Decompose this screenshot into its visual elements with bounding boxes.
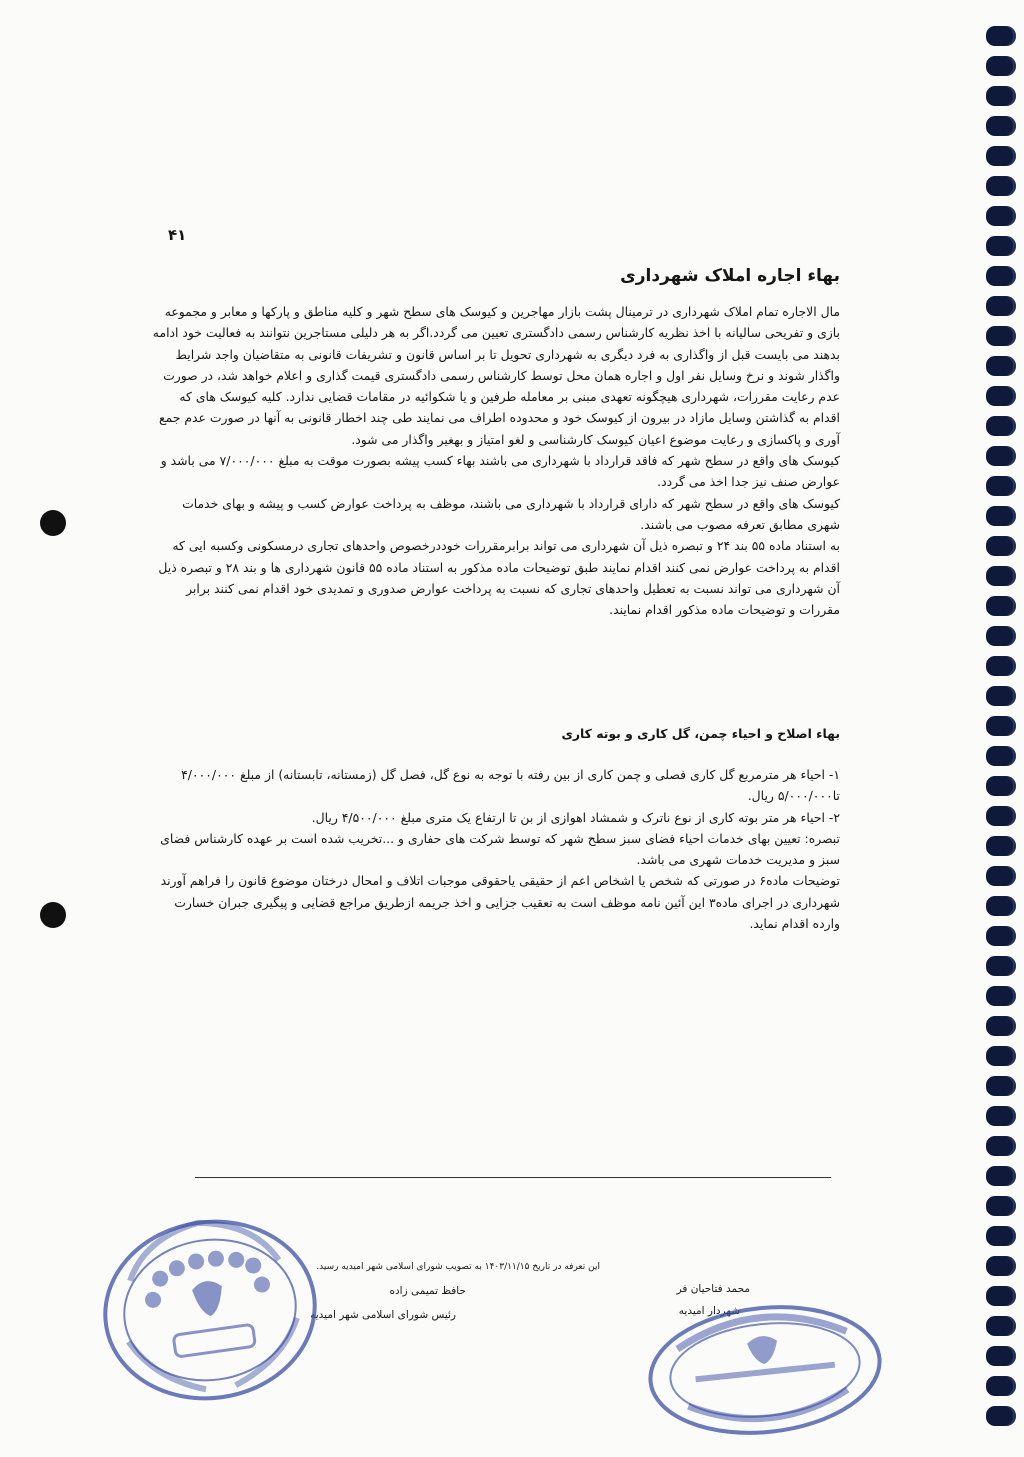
binding-ring — [986, 116, 1016, 136]
binding-ring — [986, 1256, 1016, 1276]
list-item: تبصره: تعیین بهای خدمات احیاء فضای سبز سطح شهر که توسط شرکت های حفاری و ...تخریب شده است بر عهده کارشناس فضای سبز و مدیریت خدمات شهری می باشد. — [160, 830, 840, 868]
council-seal — [82, 1195, 338, 1425]
binding-ring — [986, 416, 1016, 436]
paragraph: کیوسک های واقع در سطح شهر که دارای قرارداد با شهرداری می باشند، موظف به پرداخت عوارض کسب و پیشه و بهای خدمات شهری مطابق تعرفه مصوب می باشند. — [182, 495, 840, 532]
binding-ring — [986, 956, 1016, 976]
binding-ring — [986, 176, 1016, 196]
binding-ring — [986, 326, 1016, 346]
council-chair-title: رئیس شورای اسلامی شهر امیدیه — [310, 1309, 456, 1321]
spiral-binding — [982, 26, 1016, 1436]
paragraph: کیوسک های واقع در سطح شهر که فاقد قرارداد با شهرداری می باشند بهاء کسب پیشه بصورت موقت به مبلغ ۷/۰۰۰/۰۰۰ می باشد و عوارض صنف نیز جدا اخذ می گردد. — [160, 453, 840, 490]
punch-hole-top — [40, 510, 66, 536]
binding-ring — [986, 866, 1016, 886]
binding-ring — [986, 206, 1016, 226]
section-title: بهاء اجاره املاک شهرداری — [620, 266, 840, 286]
binding-ring — [986, 1166, 1016, 1186]
binding-ring — [986, 1046, 1016, 1066]
binding-ring — [986, 1226, 1016, 1246]
binding-ring — [986, 776, 1016, 796]
binding-ring — [986, 1376, 1016, 1396]
list-item: ۲- احیاء هر متر بوته کاری از نوع ناترک و شمشاد اهوازی از بن تا ارتفاع یک متری مبلغ ۴/۵۰۰/۰۰۰ ریال. — [311, 809, 840, 825]
binding-ring — [986, 806, 1016, 826]
list-item: توضیحات ماده۶ در صورتی که شخص یا اشخاص اعم از حقیقی یاحقوقی موجبات اتلاف و امحال درختان موضوع قانون را فراهم آورند شهرداری در اجرای ماده۳ این آئین نامه موظف است به تعقیب جزایی و اخذ جریمه ازطریق مراجع قضایی و پیگیری جبران خسارت وارده اقدام نماید. — [160, 873, 840, 932]
binding-ring — [986, 1136, 1016, 1156]
binding-ring — [986, 296, 1016, 316]
mayor-name: محمد فتاحیان فر — [676, 1283, 750, 1295]
binding-ring — [986, 506, 1016, 526]
binding-ring — [986, 626, 1016, 646]
binding-ring — [986, 1346, 1016, 1366]
mayor-title: شهردار امیدیه — [678, 1305, 740, 1317]
paragraph: مال الاجاره تمام املاک شهرداری در ترمینال پشت بازار مهاجرین و کیوسک های سطح شهر و کلیه مناطق و پارکها و معابر و مجموعه بازی و تفریحی سالیانه با اخذ نظریه کارشناس رسمی دادگستری تعیین می گردد.اگر به هر دلیلی مستاجرین نتوانند به فعالیت خود ادامه بدهند می بایست قبل از واگذاری به فرد دیگری به شهرداری تحویل تا بر اساس قانون و تشریفات قانونی به متقاضیان واجد شرایط واگذار شوند و نرخ وسایل نفر اول و اجاره همان محل توسط کارشناس رسمی دادگستری قیمت گذاری و اعلام خواهد شد، در صورت عدم رعایت مقررات، شهرداری هیچگونه تعهدی مبنی بر معامله طرفین و یا شکوائیه در مقامات قضایی ندارد. کلیه کیوسک های که اقدام به گذاشتن وسایل مازاد در بیرون از کیوسک خود و محدوده اطراف می نمایند طی چند اخطار قانونی به آنها در صورت عدم جمع آوری و پاکسازی و رعایت موضوع اعیان کیوسک کارشناسی و لغو امتیاز و بهغیر واگذار می شود. — [152, 304, 840, 447]
ratification-note: این تعرفه در تاریخ ۱۴۰۳/۱۱/۱۵ به تصویب شورای اسلامی شهر امیدیه رسید. — [316, 1262, 600, 1272]
punch-hole-bottom — [40, 902, 66, 928]
binding-ring — [986, 1106, 1016, 1126]
binding-ring — [986, 56, 1016, 76]
page-number: ۴۱ — [168, 226, 187, 244]
rent-regulations-body — [150, 301, 840, 620]
municipality-seal-graphic — [633, 1287, 896, 1452]
council-chair-name: حافظ تمیمی زاده — [389, 1285, 466, 1297]
binding-ring — [986, 596, 1016, 616]
paragraph: به استناد ماده ۵۵ بند ۲۴ و تبصره ذیل آن شهرداری می تواند برابرمقررات خوددرخصوص واحدهای تجاری درمسکونی وکسبه ایی که اقدام به پرداخت عوارض نمی کنند اقدام نمایند طبق توضیحات ماده مذکور به استناد ماده ۵۵ قانون شهرداری ها و بند ۲۸ و تبصره ذیل آن شهرداری می تواند نسبت به تعطیل واحدهای تجاری که نسبت به پرداخت عوارض صدوری و تمدیدی خود اقدام نمی کنند برابر مقررات و توضیحات ماده مذکور اقدام نمایند. — [158, 538, 840, 618]
binding-ring — [986, 836, 1016, 856]
binding-ring — [986, 1076, 1016, 1096]
binding-ring — [986, 146, 1016, 166]
binding-ring — [986, 86, 1016, 106]
binding-ring — [986, 266, 1016, 286]
landscape-items — [150, 764, 840, 934]
binding-ring — [986, 1016, 1016, 1036]
binding-ring — [986, 656, 1016, 676]
binding-ring — [986, 986, 1016, 1006]
binding-ring — [986, 446, 1016, 466]
binding-ring — [986, 1316, 1016, 1336]
binding-ring — [986, 1196, 1016, 1216]
binding-ring — [986, 1286, 1016, 1306]
binding-ring — [986, 686, 1016, 706]
council-seal-graphic — [82, 1195, 338, 1425]
binding-ring — [986, 386, 1016, 406]
binding-ring — [986, 716, 1016, 736]
list-item: ۱- احیاء هر مترمربع گل کاری فصلی و چمن کاری از بین رفته با توجه به نوع گل، فصل گل (زمستانه، تابستانه) از مبلغ ۴/۰۰۰/۰۰۰ تا۵/۰۰۰/۰۰۰ ریال. — [181, 767, 840, 804]
binding-ring — [986, 566, 1016, 586]
binding-ring — [986, 896, 1016, 916]
binding-ring — [986, 356, 1016, 376]
binding-ring — [986, 746, 1016, 766]
binding-ring — [986, 236, 1016, 256]
landscape-section-title: بهاء اصلاح و احیاء چمن، گل کاری و بوته کاری — [561, 726, 840, 741]
municipality-seal — [633, 1287, 896, 1452]
binding-ring — [986, 536, 1016, 556]
binding-ring — [986, 476, 1016, 496]
footer-divider — [195, 1177, 831, 1178]
binding-ring — [986, 1406, 1016, 1426]
binding-ring — [986, 926, 1016, 946]
binding-ring — [986, 26, 1016, 46]
